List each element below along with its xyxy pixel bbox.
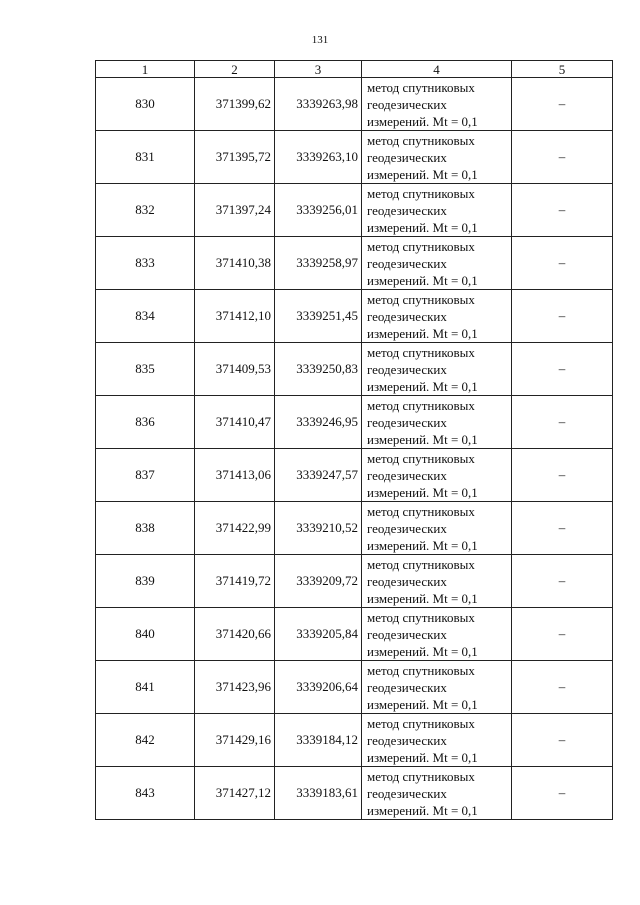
header-col-3: 3 <box>275 61 362 78</box>
note-cell: – <box>512 131 613 184</box>
method-line-1: метод спутниковых <box>367 238 475 254</box>
method-line-2: геодезических <box>367 308 447 324</box>
method-line-3: измерений. Mt = 0,1 <box>367 166 478 182</box>
method-cell <box>362 290 512 343</box>
x-coordinate-cell: 371420,66 <box>195 608 275 661</box>
method-cell <box>362 608 512 661</box>
method-line-3: измерений. Mt = 0,1 <box>367 219 478 235</box>
point-number-cell: 832 <box>96 184 195 237</box>
method-cell <box>362 502 512 555</box>
point-number-cell: 831 <box>96 131 195 184</box>
y-coordinate-cell: 3339258,97 <box>275 237 362 290</box>
method-line-1: метод спутниковых <box>367 503 475 519</box>
x-coordinate-cell: 371410,47 <box>195 396 275 449</box>
method-line-2: геодезических <box>367 96 447 112</box>
point-number-cell: 841 <box>96 661 195 714</box>
method-line-3: измерений. Mt = 0,1 <box>367 484 478 500</box>
point-number-cell: 834 <box>96 290 195 343</box>
method-line-3: измерений. Mt = 0,1 <box>367 643 478 659</box>
table-row <box>96 555 613 608</box>
method-line-3: измерений. Mt = 0,1 <box>367 272 478 288</box>
method-line-2: геодезических <box>367 255 447 271</box>
x-coordinate-cell: 371412,10 <box>195 290 275 343</box>
point-number-cell: 835 <box>96 343 195 396</box>
table-row <box>96 502 613 555</box>
method-cell <box>362 555 512 608</box>
y-coordinate-cell: 3339210,52 <box>275 502 362 555</box>
header-row <box>96 61 613 78</box>
method-line-3: измерений. Mt = 0,1 <box>367 537 478 553</box>
note-cell: – <box>512 661 613 714</box>
method-line-2: геодезических <box>367 361 447 377</box>
y-coordinate-cell: 3339263,98 <box>275 78 362 131</box>
method-line-3: измерений. Mt = 0,1 <box>367 802 478 818</box>
y-coordinate-cell: 3339206,64 <box>275 661 362 714</box>
method-cell <box>362 767 512 820</box>
point-number-cell: 840 <box>96 608 195 661</box>
method-cell <box>362 661 512 714</box>
table-row <box>96 661 613 714</box>
note-cell: – <box>512 555 613 608</box>
method-cell <box>362 449 512 502</box>
method-line-2: геодезических <box>367 573 447 589</box>
note-cell: – <box>512 608 613 661</box>
method-line-3: измерений. Mt = 0,1 <box>367 113 478 129</box>
table-row <box>96 449 613 502</box>
y-coordinate-cell: 3339184,12 <box>275 714 362 767</box>
method-line-1: метод спутниковых <box>367 662 475 678</box>
method-line-2: геодезических <box>367 520 447 536</box>
table-row <box>96 290 613 343</box>
point-number-cell: 843 <box>96 767 195 820</box>
method-line-1: метод спутниковых <box>367 450 475 466</box>
method-line-2: геодезических <box>367 785 447 801</box>
method-line-1: метод спутниковых <box>367 132 475 148</box>
note-cell: – <box>512 78 613 131</box>
header-col-4: 4 <box>362 61 512 78</box>
x-coordinate-cell: 371395,72 <box>195 131 275 184</box>
table-row <box>96 396 613 449</box>
y-coordinate-cell: 3339256,01 <box>275 184 362 237</box>
header-col-2: 2 <box>195 61 275 78</box>
header-col-1: 1 <box>96 61 195 78</box>
x-coordinate-cell: 371429,16 <box>195 714 275 767</box>
page-number: 131 <box>311 34 329 46</box>
note-cell: – <box>512 184 613 237</box>
table-row <box>96 343 613 396</box>
note-cell: – <box>512 396 613 449</box>
method-line-2: геодезических <box>367 732 447 748</box>
y-coordinate-cell: 3339250,83 <box>275 343 362 396</box>
method-cell <box>362 714 512 767</box>
method-line-1: метод спутниковых <box>367 397 475 413</box>
table-row <box>96 714 613 767</box>
method-line-2: геодезических <box>367 626 447 642</box>
x-coordinate-cell: 371409,53 <box>195 343 275 396</box>
method-line-2: геодезических <box>367 202 447 218</box>
method-line-1: метод спутниковых <box>367 79 475 95</box>
method-line-1: метод спутниковых <box>367 715 475 731</box>
point-number-cell: 842 <box>96 714 195 767</box>
y-coordinate-cell: 3339205,84 <box>275 608 362 661</box>
table-row <box>96 78 613 131</box>
point-number-cell: 837 <box>96 449 195 502</box>
x-coordinate-cell: 371427,12 <box>195 767 275 820</box>
x-coordinate-cell: 371422,99 <box>195 502 275 555</box>
table-row <box>96 237 613 290</box>
note-cell: – <box>512 290 613 343</box>
note-cell: – <box>512 502 613 555</box>
point-number-cell: 839 <box>96 555 195 608</box>
table-row <box>96 184 613 237</box>
method-cell <box>362 396 512 449</box>
y-coordinate-cell: 3339251,45 <box>275 290 362 343</box>
method-line-1: метод спутниковых <box>367 185 475 201</box>
method-line-2: геодезических <box>367 149 447 165</box>
table-row <box>96 131 613 184</box>
x-coordinate-cell: 371399,62 <box>195 78 275 131</box>
method-cell <box>362 343 512 396</box>
method-line-1: метод спутниковых <box>367 556 475 572</box>
method-line-1: метод спутниковых <box>367 344 475 360</box>
point-number-cell: 833 <box>96 237 195 290</box>
method-cell <box>362 237 512 290</box>
note-cell: – <box>512 767 613 820</box>
point-number-cell: 836 <box>96 396 195 449</box>
note-cell: – <box>512 714 613 767</box>
header-col-5: 5 <box>512 61 613 78</box>
x-coordinate-cell: 371423,96 <box>195 661 275 714</box>
method-line-3: измерений. Mt = 0,1 <box>367 696 478 712</box>
note-cell: – <box>512 343 613 396</box>
y-coordinate-cell: 3339263,10 <box>275 131 362 184</box>
method-line-2: геодезических <box>367 679 447 695</box>
method-cell <box>362 184 512 237</box>
y-coordinate-cell: 3339246,95 <box>275 396 362 449</box>
y-coordinate-cell: 3339247,57 <box>275 449 362 502</box>
method-line-3: измерений. Mt = 0,1 <box>367 590 478 606</box>
x-coordinate-cell: 371419,72 <box>195 555 275 608</box>
method-line-1: метод спутниковых <box>367 768 475 784</box>
method-line-3: измерений. Mt = 0,1 <box>367 431 478 447</box>
method-line-1: метод спутниковых <box>367 609 475 625</box>
table-row <box>96 767 613 820</box>
table-row <box>96 608 613 661</box>
x-coordinate-cell: 371397,24 <box>195 184 275 237</box>
coordinates-table <box>95 60 613 820</box>
x-coordinate-cell: 371413,06 <box>195 449 275 502</box>
y-coordinate-cell: 3339209,72 <box>275 555 362 608</box>
point-number-cell: 830 <box>96 78 195 131</box>
method-cell <box>362 78 512 131</box>
y-coordinate-cell: 3339183,61 <box>275 767 362 820</box>
method-line-1: метод спутниковых <box>367 291 475 307</box>
table-body <box>96 78 613 820</box>
method-line-2: геодезических <box>367 467 447 483</box>
note-cell: – <box>512 237 613 290</box>
table-header <box>96 61 613 78</box>
note-cell: – <box>512 449 613 502</box>
point-number-cell: 838 <box>96 502 195 555</box>
method-line-2: геодезических <box>367 414 447 430</box>
x-coordinate-cell: 371410,38 <box>195 237 275 290</box>
method-cell <box>362 131 512 184</box>
method-line-3: измерений. Mt = 0,1 <box>367 749 478 765</box>
method-line-3: измерений. Mt = 0,1 <box>367 378 478 394</box>
method-line-3: измерений. Mt = 0,1 <box>367 325 478 341</box>
